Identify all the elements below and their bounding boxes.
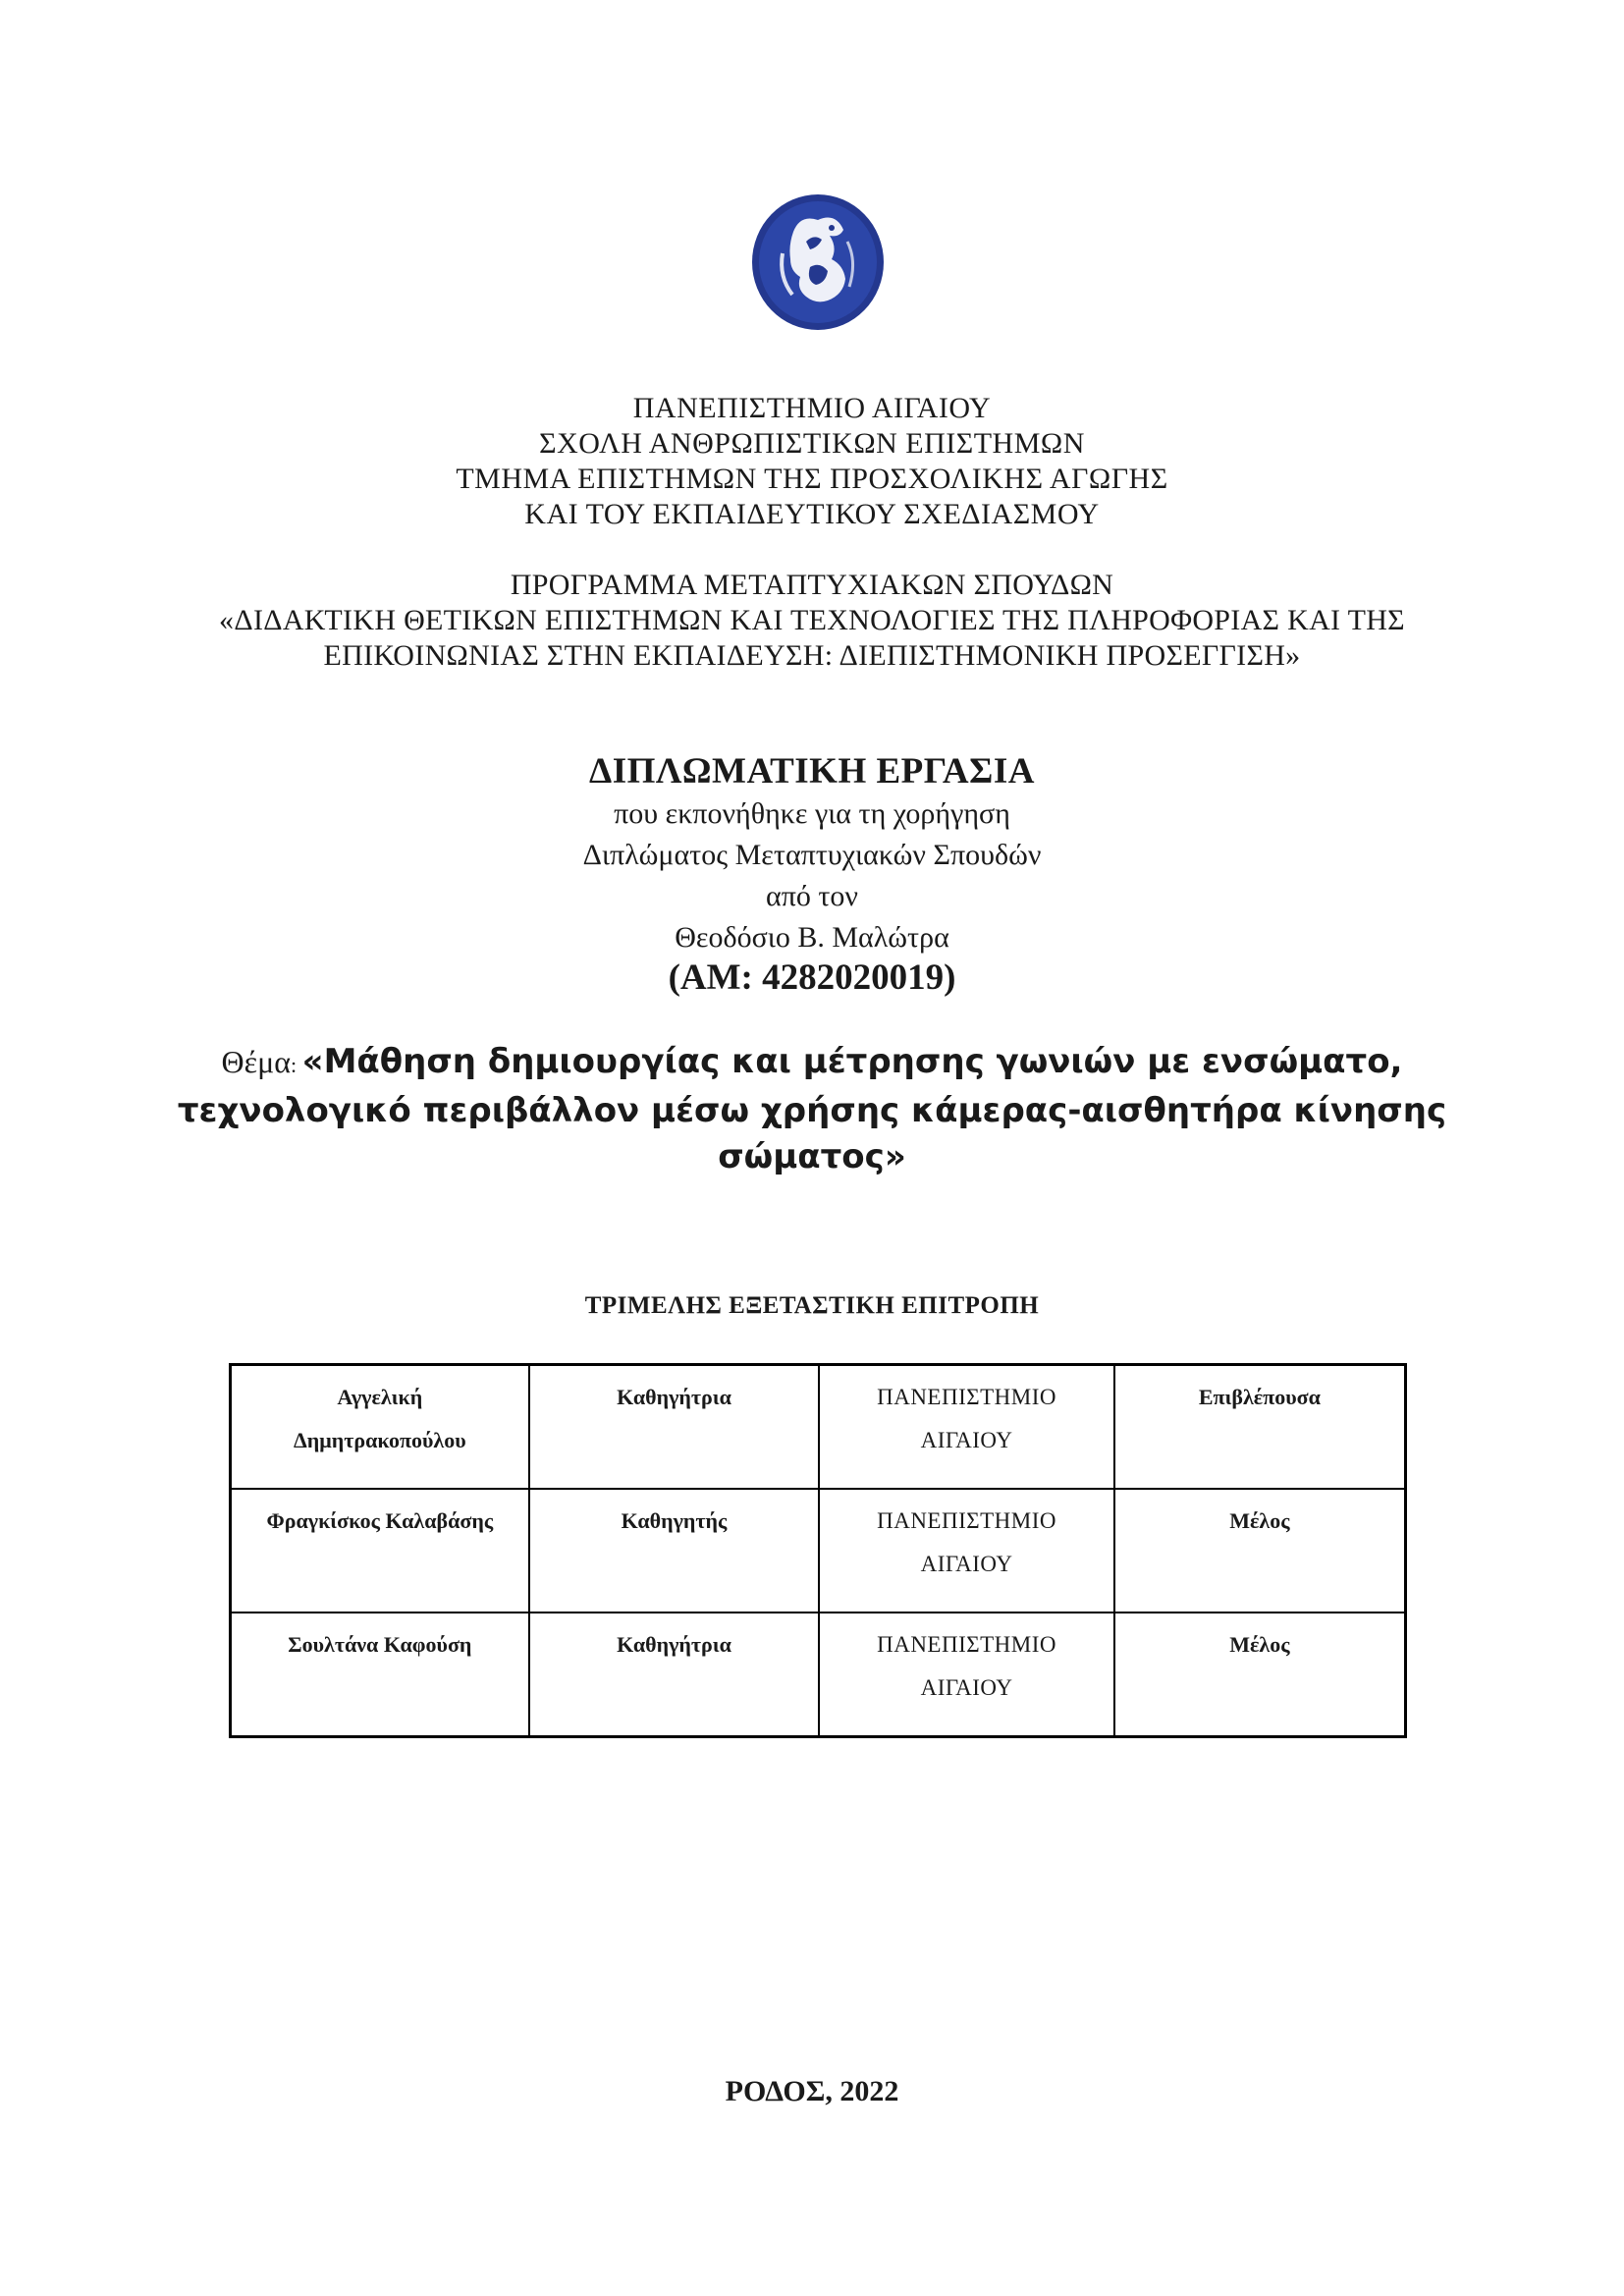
program-name-line2: ΕΠΙΚΟΙΝΩΝΙΑΣ ΣΤΗΝ ΕΚΠΑΙΔΕΥΣΗ: ΔΙΕΠΙΣΤΗΜΟΝΙΚΗ ΠΡΟΣΕΓΓΙΣΗ» (323, 639, 1301, 672)
thesis-title: ΔΙΠΛΩΜΑΤΙΚΗ ΕΡΓΑΣΙΑ (589, 751, 1035, 792)
member-name: Αγγελική Δημητρακοπούλου (231, 1365, 529, 1490)
program-block (0, 568, 1624, 674)
thesis-description (0, 793, 1624, 958)
member-title: Καθηγήτρια (529, 1365, 820, 1490)
member-institution: ΠΑΝΕΠΙΣΤΗΜΙΟ ΑΙΓΑΙΟΥ (819, 1365, 1113, 1490)
subject-line2: τεχνολογικό περιβάλλον μέσω χρήσης κάμερας-αισθητήρα κίνησης (177, 1091, 1447, 1130)
university-seal-logo (749, 192, 887, 332)
table-row (231, 1613, 1406, 1737)
committee-table (229, 1363, 1407, 1738)
table-row (231, 1489, 1406, 1613)
thesis-subject (0, 1039, 1624, 1180)
thesis-description-line1: που εκπονήθηκε για τη χορήγηση (614, 797, 1010, 830)
subject-line1: «Μάθηση δημιουργίας και μέτρησης γωνιών με ενσώματο, (301, 1042, 1403, 1081)
student-id: (ΑΜ: 4282020019) (668, 957, 956, 998)
member-institution: ΠΑΝΕΠΙΣΤΗΜΙΟ ΑΙΓΑΙΟΥ (819, 1613, 1113, 1737)
member-name: Σουλτάνα Καφούση (231, 1613, 529, 1737)
member-title: Καθηγήτρια (529, 1613, 820, 1737)
committee-title: ΤΡΙΜΕΛΗΣ ΕΞΕΤΑΣΤΙΚΗ ΕΠΙΤΡΟΠΗ (584, 1292, 1040, 1319)
subject-label-colon: : (290, 1053, 302, 1077)
program-name-line1: «ΔΙΔΑΚΤΙΚΗ ΘΕΤΙΚΩΝ ΕΠΙΣΤΗΜΩΝ ΚΑΙ ΤΕΧΝΟΛΟΓΙΕΣ ΤΗΣ ΠΛΗΡΟΦΟΡΙΑΣ ΚΑΙ ΤΗΣ (219, 604, 1405, 636)
subject-line3: σώματος» (718, 1137, 906, 1176)
table-row (231, 1365, 1406, 1490)
member-role: Επιβλέπουσα (1114, 1365, 1406, 1490)
university-name: ΠΑΝΕΠΙΣΤΗΜΙΟ ΑΙΓΑΙΟΥ (632, 392, 992, 424)
place-and-year: ΡΟΔΟΣ, 2022 (725, 2075, 899, 2107)
member-institution: ΠΑΝΕΠΙΣΤΗΜΙΟ ΑΙΓΑΙΟΥ (819, 1489, 1113, 1613)
member-name: Φραγκίσκος Καλαβάσης (231, 1489, 529, 1613)
thesis-description-line3: από τον (766, 880, 858, 912)
member-role: Μέλος (1114, 1613, 1406, 1737)
school-name: ΣΧΟΛΗ ΑΝΘΡΩΠΙΣΤΙΚΩΝ ΕΠΙΣΤΗΜΩΝ (539, 427, 1085, 460)
member-role: Μέλος (1114, 1489, 1406, 1613)
member-title: Καθηγητής (529, 1489, 820, 1613)
program-label: ΠΡΟΓΡΑΜΜΑ ΜΕΤΑΠΤΥΧΙΑΚΩΝ ΣΠΟΥΔΩΝ (510, 569, 1114, 601)
author-name: Θεοδόσιο Β. Μαλώτρα (675, 921, 949, 954)
subject-label-rest: έμα (244, 1044, 291, 1079)
thesis-description-line2: Διπλώματος Μεταπτυχιακών Σπουδών (582, 839, 1042, 871)
institution-header (0, 391, 1624, 532)
department-name-line2: ΚΑΙ ΤΟΥ ΕΚΠΑΙΔΕΥΤΙΚΟΥ ΣΧΕΔΙΑΣΜΟΥ (524, 498, 1100, 530)
subject-label-initial: Θ (221, 1044, 244, 1079)
department-name-line1: ΤΜΗΜΑ ΕΠΙΣΤΗΜΩΝ ΤΗΣ ΠΡΟΣΧΟΛΙΚΗΣ ΑΓΩΓΗΣ (456, 463, 1168, 495)
